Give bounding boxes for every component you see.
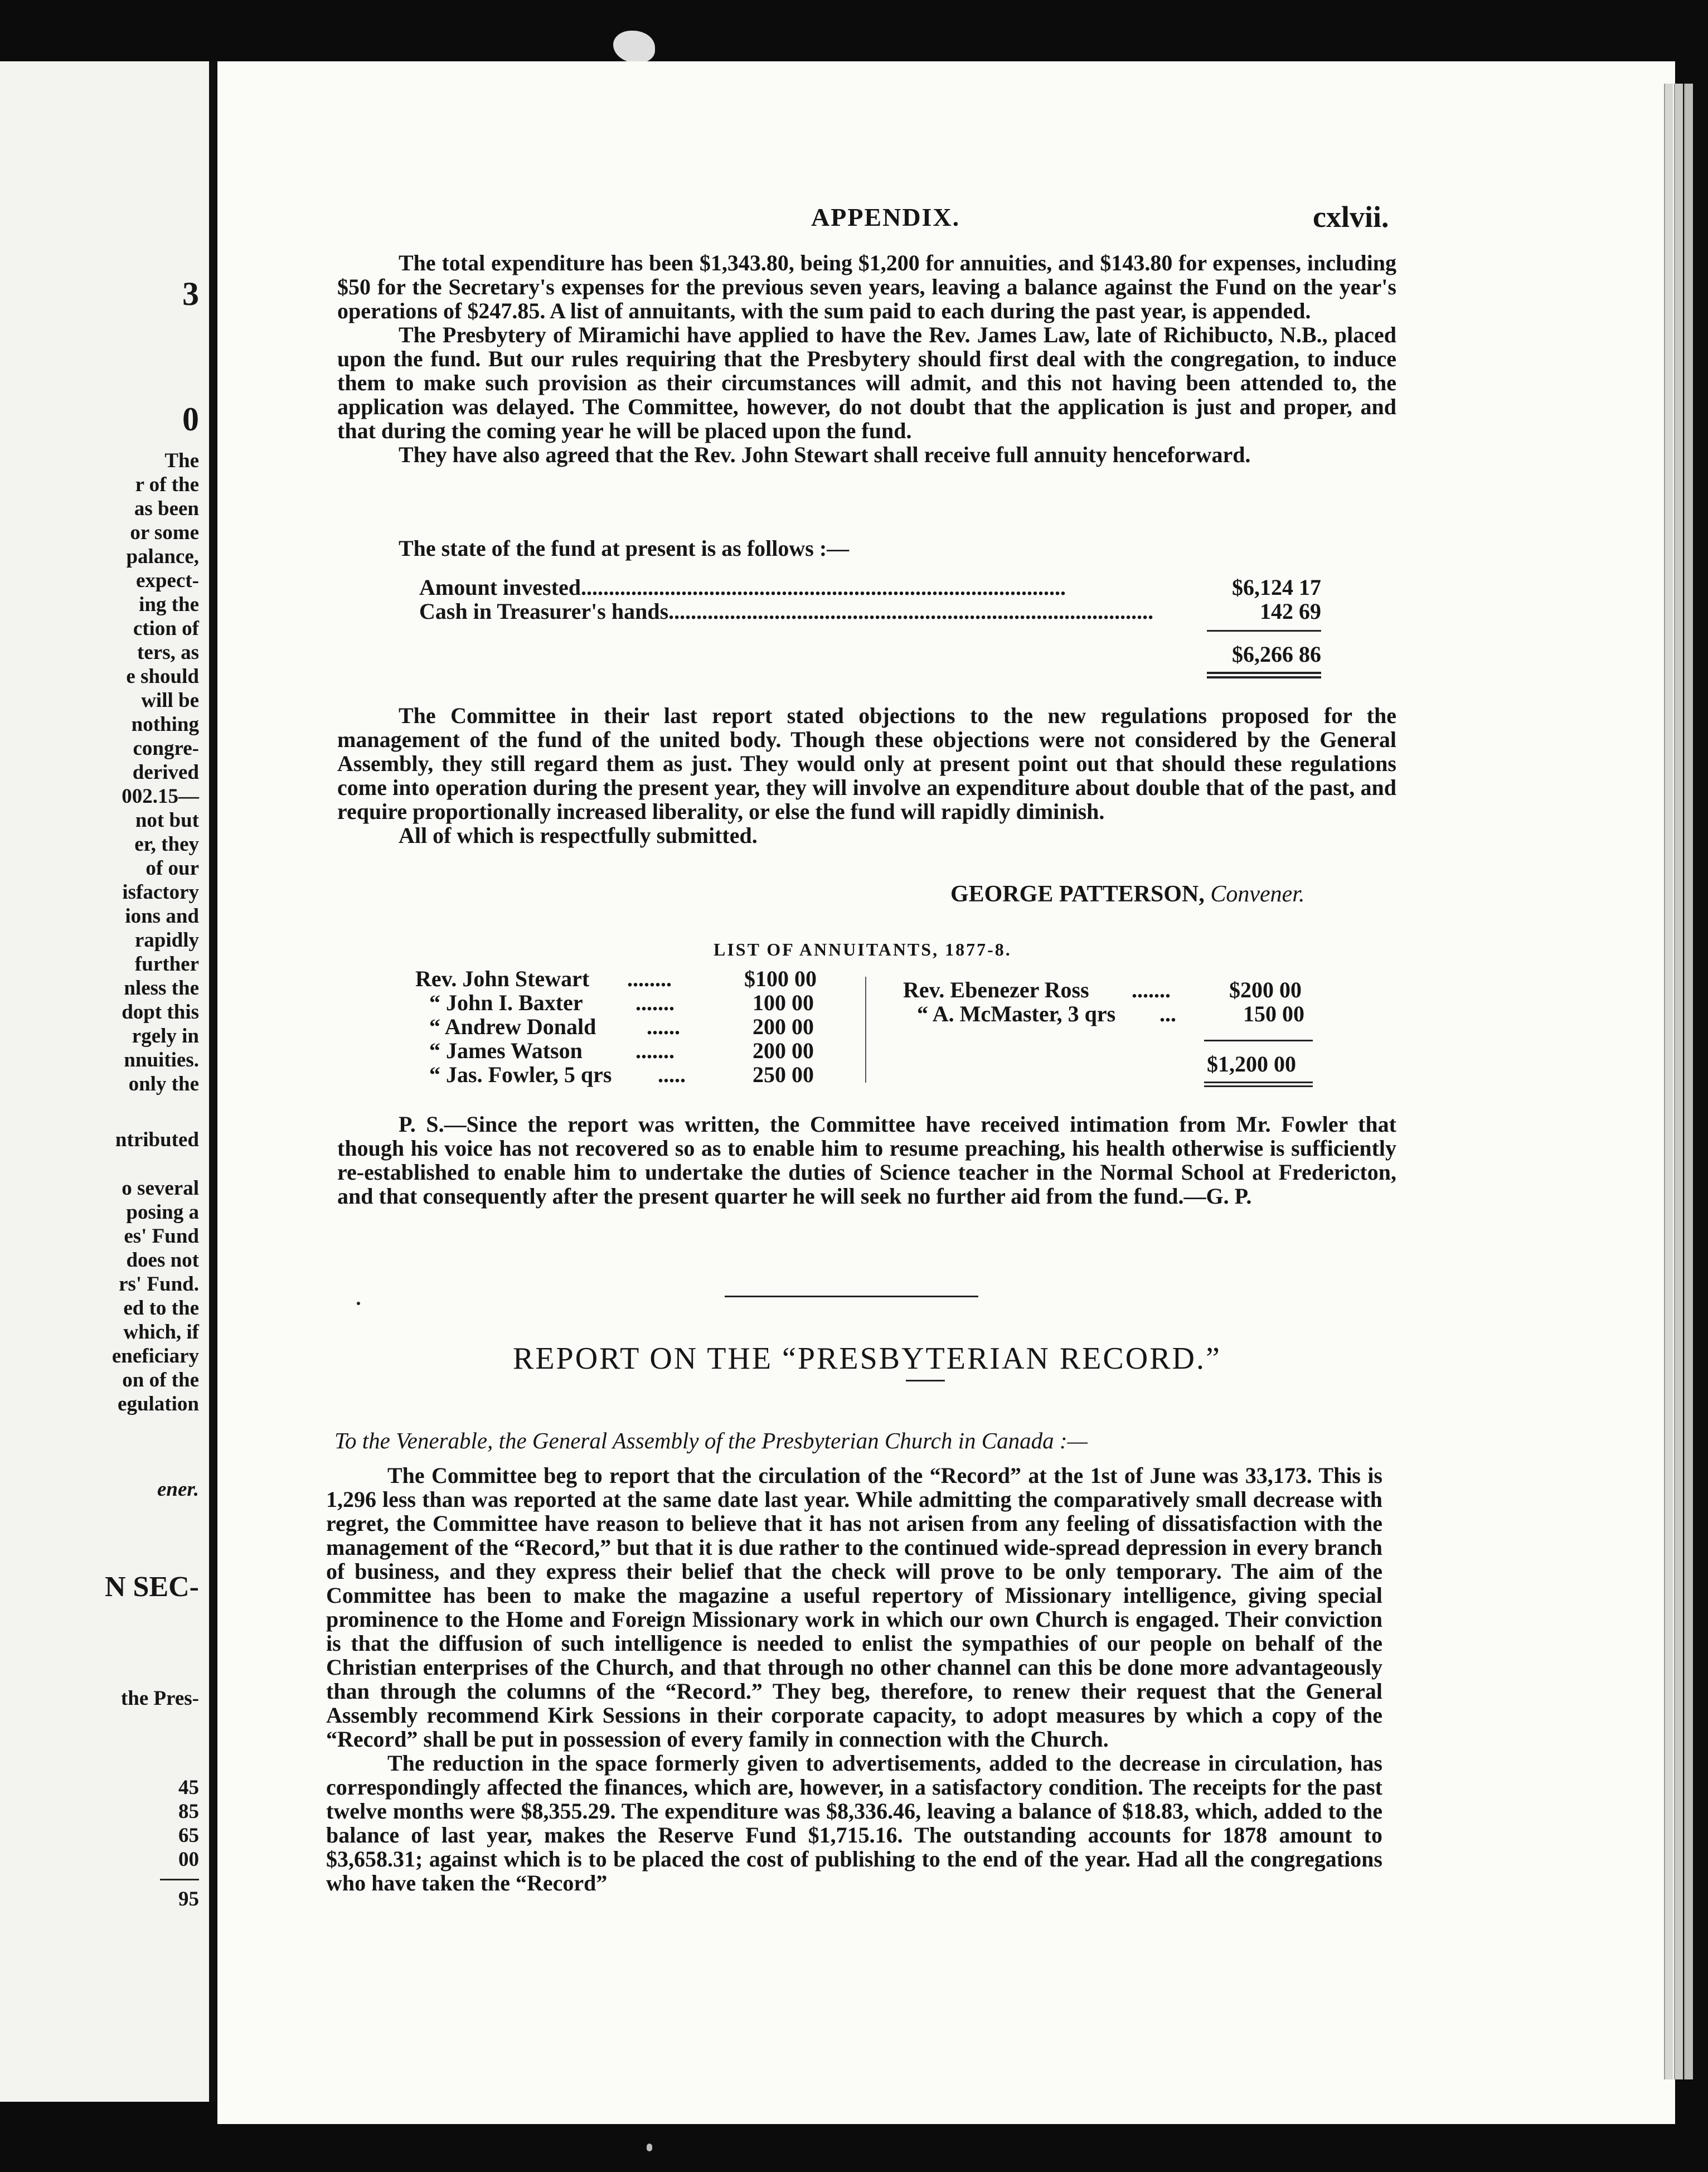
left-fragment: isfactory [122,881,199,904]
left-fragment: rgely in [132,1025,199,1048]
paragraph: P. S.—Since the report was written, the Committee have received intimation from Mr. Fowler that though his voice has not recovered so as to enable him to resume preaching, his health otherwise is sufficiently re-established to enable him to undertake the duties of Science teacher in the Normal School at Fredericton, and that consequently after the present quarter he will seek no further aid from the fund.—G. P. [337,1112,1396,1209]
annuitant-name: “ John I. Baxter [429,990,583,1015]
paragraph: The Committee beg to report that the circulation of the “Record” at the 1st of June was 33,173. This is 1,296 less than was reported at the same date last year. While admitting the comparatively small decrease with regret, the Committee have reason to believe that it has not arisen from any feeling of dissatisfaction with the management of the “Record,” but that it is due rather to the continued wide-spread depression in every branch of business, and they express their belief that the check will prove to be only temporary. The aim of the Committee has been to make the magazine a useful repertory of Missionary intelligence, giving special prominence to the Home and Foreign Missionary work in which our own Church is engaged. Their conviction is that the diffusion of such intelligence is needed to enlist the sympathies of our people on behalf of the Christian enterprises of the Church, and that through no other channel can this be done more advantageously than through the columns of the “Record.” They beg, therefore, to renew their request that the General Assembly recommend Kirk Sessions in their corporate capacity, to adopt measures by which a copy of the “Record” shall be put in possession of every family in connection with the Church. [326,1463,1382,1752]
annuitant-amount: 100 00 [753,990,814,1015]
annuitant-dots: ..... [658,1062,686,1087]
annuitant-amount: $100 00 [744,966,817,991]
annuitant-dots: ... [1159,1001,1176,1026]
double-rule [1207,676,1321,678]
left-fragment: 85 [178,1800,199,1823]
annuitant-dots: ....... [635,1038,675,1063]
paragraph: All of which is respectfully submitted. [399,823,758,848]
left-fragment: ed to the [123,1297,199,1320]
left-fragment: ing the [139,593,199,616]
left-fragment: 65 [178,1824,199,1847]
left-fragment: further [134,953,199,976]
left-fragment: 45 [178,1776,199,1799]
left-fragment: The [164,449,199,472]
left-fragment: o several [122,1177,199,1200]
objection-text [337,704,1396,847]
fund-row-label: Amount invested [419,575,581,600]
left-fragment: posing a [126,1201,199,1224]
annuitants-title: LIST OF ANNUITANTS, 1877-8. [714,939,1012,959]
left-fragment: ntributed [115,1128,199,1151]
left-fragment: derived [132,761,199,784]
left-fragment: not but [135,809,199,832]
left-fragment: ters, as [137,641,199,664]
left-fragment: congre- [133,737,199,760]
double-rule [1204,1085,1313,1087]
left-fragment: r of the [135,473,199,496]
annuitant-amount: 200 00 [753,1038,814,1063]
sum-rule [1207,630,1321,632]
fund-state-lead: The state of the fund at present is as follows :— [399,536,850,561]
double-rule [1204,1082,1313,1083]
page-edge [1674,84,1683,2079]
double-rule [1207,672,1321,674]
left-fragment: expect- [136,569,199,592]
ink-speck [357,1302,360,1305]
annuitant-name: “ A. McMaster, 3 qrs [917,1001,1116,1026]
left-fragment: or some [130,521,199,544]
page-edge [1664,84,1673,2079]
left-fragment: 95 [178,1888,199,1911]
fund-row-invested: Amount invested....................................................................................... [419,575,1066,600]
left-fragment: N SEC- [104,1571,199,1603]
paragraph: The Committee in their last report stated objections to the new regulations proposed for the management of the fund of the united body. Though these objections were not considered by the General Assembly, they still regard them as just. They would only at present point out that should these regulations come into operation during the present year, they will involve an expenditure about double that of the past, and require proportionally increased liberality, or else the fund will rapidly diminish. [337,703,1396,824]
annuitant-amount: $200 00 [1229,977,1302,1002]
running-title: APPENDIX. [811,203,960,231]
fund-row-cash: Cash in Treasurer's hands....................................................................................... [419,599,1154,624]
fund-row-label: Cash in Treasurer's hands [419,599,669,624]
left-fragment: eneficiary [111,1345,199,1368]
left-fragment: of our [145,857,199,880]
left-fragment: rs' Fund. [119,1273,199,1296]
left-fragment: nless the [124,977,199,1000]
left-fragment: ener. [157,1478,199,1501]
left-fragment: will be [141,689,199,712]
left-fragment: e should [126,665,199,688]
annuitant-name: Rev. Ebenezer Ross [903,977,1089,1002]
annuitant-dots: ........ [627,966,672,991]
annuitant-amount: 150 00 [1243,1001,1304,1026]
page-edge [1684,84,1693,2079]
left-fragment: egulation [118,1393,199,1415]
sum-rule [160,1879,199,1880]
left-fragment: er, they [134,833,199,856]
annuitants-total: $1,200 00 [1207,1051,1296,1077]
report-address: To the Venerable, the General Assembly of the Presbyterian Church in Canada :— [334,1428,1088,1453]
signature [950,881,1305,908]
scan-blot [613,31,655,63]
fund-row-amount: $6,124 17 [1232,575,1321,600]
left-fragment: which, if [123,1321,199,1344]
annuitant-name: Rev. John Stewart [415,966,590,991]
report-body [326,1463,1382,1895]
paragraph: The Presbytery of Miramichi have applied to have the Rev. James Law, late of Richibucto, N.B., placed upon the fund. But our rules requiring that the Presbytery should first deal with the congregation, to induce them to make such provision as their circumstances will admit, and this not having been attended to, the application was delayed. The Committee, however, do not doubt that the application is just and proper, and that during the coming year he will be placed upon the fund. [337,322,1396,443]
left-fragment: the Pres- [120,1687,199,1710]
left-fragment: as been [134,497,199,520]
paragraph: They have also agreed that the Rev. John Stewart shall receive full annuity henceforward. [399,442,1251,467]
annuitant-dots: ...... [647,1014,680,1039]
intro-text [337,251,1396,467]
scan-mark [647,2144,652,2151]
left-fragment: nothing [131,713,199,736]
sum-rule [1204,1040,1313,1041]
left-fragment: 0 [182,401,199,438]
signature-name: GEORGE PATTERSON, [950,881,1205,907]
left-fragment: palance, [126,545,199,568]
signature-role: Convener. [1210,881,1305,907]
fund-total: $6,266 86 [1232,642,1321,667]
book-gutter [209,61,216,2102]
left-fragment: 00 [178,1848,199,1871]
left-fragment: on of the [122,1369,199,1392]
annuitant-dots: ....... [635,990,675,1015]
fund-row-amount: 142 69 [1260,599,1321,624]
column-divider [865,977,866,1083]
annuitant-amount: 250 00 [753,1062,814,1087]
left-fragment: rapidly [134,929,199,952]
left-fragment: dopt this [122,1001,199,1024]
left-fragment: nnuities. [124,1049,199,1072]
page-number: cxlvii. [1313,200,1389,234]
postscript [337,1112,1396,1208]
left-fragment: ions and [125,905,199,928]
annuitant-dots: ....... [1132,977,1171,1002]
left-fragment: 3 [182,275,199,312]
paragraph: The reduction in the space formerly given to advertisements, added to the decrease in circulation, has correspondingly affected the finances, which are, however, in a satisfactory condition. The receipts for the past twelve months were $8,355.29. The expenditure was $8,336.46, leaving a balance of $18.83, which, added to the balance of last year, makes the Reserve Fund $1,715.16. The outstanding accounts for 1878 amount to $3,658.31; against which is to be placed the cost of publishing to the end of the year. Had all the congregations who have taken the “Record” [326,1751,1382,1895]
annuitant-name: “ Jas. Fowler, 5 qrs [429,1062,612,1087]
left-fragment: ction of [133,617,199,640]
left-fragment: only the [128,1073,199,1095]
title-underline [906,1380,945,1381]
left-fragment: 002.15— [122,785,199,808]
report-title: REPORT ON THE “PRESBYTERIAN RECORD.” [513,1341,1221,1376]
annuitant-amount: 200 00 [753,1014,814,1039]
annuitant-name: “ James Watson [429,1038,583,1063]
section-rule [725,1296,978,1297]
left-facing-page [0,61,209,2102]
left-fragment: does not [126,1249,199,1272]
left-fragment: es' Fund [124,1225,199,1248]
annuitant-name: “ Andrew Donald [429,1014,596,1039]
paragraph: The total expenditure has been $1,343.80, being $1,200 for annuities, and $143.80 for expenses, including $50 for the Secretary's expenses for the previous seven years, leaving a balance against the Fund on the year's operations of $247.85. A list of annuitants, with the sum paid to each during the past year, is appended. [337,250,1396,323]
